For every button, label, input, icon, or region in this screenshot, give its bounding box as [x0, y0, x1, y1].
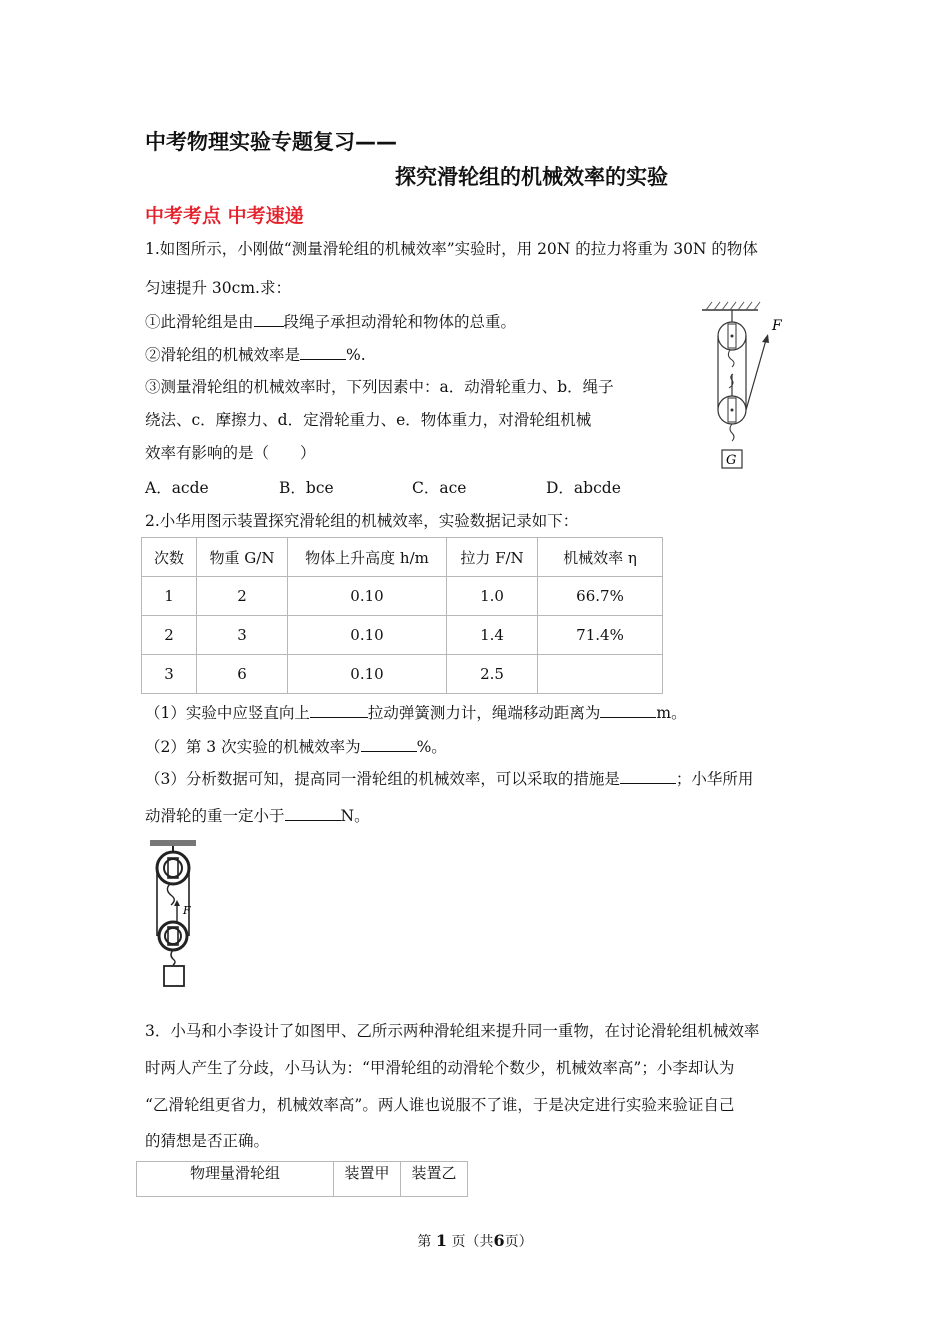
q1-sub-3-line-1: ③测量滑轮组的机械效率时，下列因素中：a．动滑轮重力、b．绳子: [145, 378, 614, 396]
table-cell: 0.10: [288, 655, 447, 694]
q3-line-3: “乙滑轮组更省力，机械效率高”。两人谁也说服不了谁，于是决定进行实验来验证自己: [145, 1096, 735, 1114]
q2-part-1-text: 拉动弹簧测力计，绳端移动距离为: [367, 704, 601, 722]
q3-line-4: 的猜想是否正确。: [145, 1132, 270, 1150]
table-cell: 1.0: [447, 577, 538, 616]
option-b[interactable]: B．bce: [279, 479, 334, 497]
table-header: 装置乙: [401, 1162, 468, 1197]
q1-line-2: 匀速提升 30cm.求：: [145, 279, 291, 297]
q1-sub-1-pre: ①此滑轮组是由: [145, 313, 254, 331]
q2-part-1-text: （1）实验中应竖直向上: [145, 704, 310, 722]
q2-part-2-text: %。: [416, 738, 447, 756]
q2-part-3-text: （3）分析数据可知，提高同一滑轮组的机械效率，可以采取的措施是: [145, 770, 620, 788]
table-row: [142, 655, 663, 694]
table-header: 次数: [142, 538, 197, 577]
table-header: 装置甲: [334, 1162, 401, 1197]
footer-text: 第: [417, 1234, 432, 1250]
page-footer: [0, 1231, 950, 1251]
option-c[interactable]: C．ace: [412, 479, 467, 497]
q2-part-3-text: N。: [340, 807, 370, 825]
table-header: 物理量滑轮组: [137, 1162, 334, 1197]
weight-label: G: [726, 453, 737, 468]
comparison-table: [136, 1161, 468, 1197]
option-a[interactable]: A．acde: [145, 479, 209, 497]
answer-blank[interactable]: [285, 805, 341, 821]
q1-sub-3-line-3: 效率有影响的是（ ）: [145, 444, 316, 462]
table-cell: 3: [197, 616, 288, 655]
q1-sub-2-post: %.: [346, 346, 366, 364]
table-cell: 2: [197, 577, 288, 616]
table-cell: 1.4: [447, 616, 538, 655]
q2-intro: 2.小华用图示装置探究滑轮组的机械效率，实验数据记录如下：: [145, 512, 579, 530]
answer-blank[interactable]: [300, 344, 346, 360]
table-row: [142, 577, 663, 616]
q3-line-2: 时两人产生了分歧，小马认为：“甲滑轮组的动滑轮个数少，机械效率高”；小李却认为: [145, 1059, 735, 1077]
table-cell: 0.10: [288, 577, 447, 616]
q1-line-1: 1.如图所示，小刚做“测量滑轮组的机械效率”实验时，用 20N 的拉力将重为 30N 的物体: [145, 240, 758, 258]
table-cell: 71.4%: [538, 616, 663, 655]
q2-part-3-line-2: [145, 805, 370, 826]
pulley-diagram-1: [700, 300, 796, 472]
table-header-row: [142, 538, 663, 577]
answer-blank[interactable]: [310, 702, 368, 718]
answer-blank[interactable]: [620, 768, 676, 784]
q2-part-1: [145, 702, 687, 723]
q2-part-3-text: ；小华所用: [675, 770, 754, 788]
q2-part-1-text: m。: [656, 704, 687, 722]
table-header: 机械效率 η: [538, 538, 663, 577]
footer-text: 页（共: [451, 1234, 494, 1250]
q2-part-3-text: 动滑轮的重一定小于: [145, 807, 285, 825]
table-header-row: [137, 1162, 468, 1197]
footer-text: 页）: [504, 1234, 533, 1250]
option-d[interactable]: D．abcde: [546, 479, 621, 497]
answer-blank[interactable]: [600, 702, 656, 718]
table-cell: 66.7%: [538, 577, 663, 616]
page-total: 6: [493, 1231, 505, 1250]
answer-blank[interactable]: [254, 311, 284, 327]
table-cell: 6: [197, 655, 288, 694]
q1-sub-1-post: 段绳子承担动滑轮和物体的总重。: [283, 313, 517, 331]
force-label: F: [772, 318, 782, 334]
table-cell: 1: [142, 577, 197, 616]
force-label: F: [183, 904, 191, 917]
q2-part-2: [145, 736, 447, 757]
table-header: 拉力 F/N: [447, 538, 538, 577]
page-number: 1: [435, 1231, 447, 1250]
q1-sub-3-line-2: 绕法、c．摩擦力、d．定滑轮重力、e．物体重力，对滑轮组机械: [145, 411, 592, 429]
table-header: 物重 G/N: [197, 538, 288, 577]
table-row: [142, 616, 663, 655]
q2-part-2-text: （2）第 3 次实验的机械效率为: [145, 738, 361, 756]
title-line-2: 探究滑轮组的机械效率的实验: [395, 165, 668, 189]
section-heading: 中考考点 中考速递: [145, 205, 304, 227]
answer-blank[interactable]: [361, 736, 417, 752]
q1-sub-2: [145, 344, 366, 365]
data-table: [141, 537, 663, 694]
table-cell[interactable]: [538, 655, 663, 694]
q3-line-1: 3．小马和小李设计了如图甲、乙所示两种滑轮组来提升同一重物，在讨论滑轮组机械效率: [145, 1022, 760, 1040]
table-cell: 0.10: [288, 616, 447, 655]
table-cell: 3: [142, 655, 197, 694]
q2-part-3-line-1: [145, 768, 753, 789]
pulley-diagram-2: [146, 838, 204, 990]
table-cell: 2: [142, 616, 197, 655]
table-header: 物体上升高度 h/m: [288, 538, 447, 577]
q1-sub-1: [145, 311, 516, 332]
q1-sub-2-pre: ②滑轮组的机械效率是: [145, 346, 301, 364]
title-line-1: 中考物理实验专题复习——: [145, 130, 397, 154]
table-cell: 2.5: [447, 655, 538, 694]
